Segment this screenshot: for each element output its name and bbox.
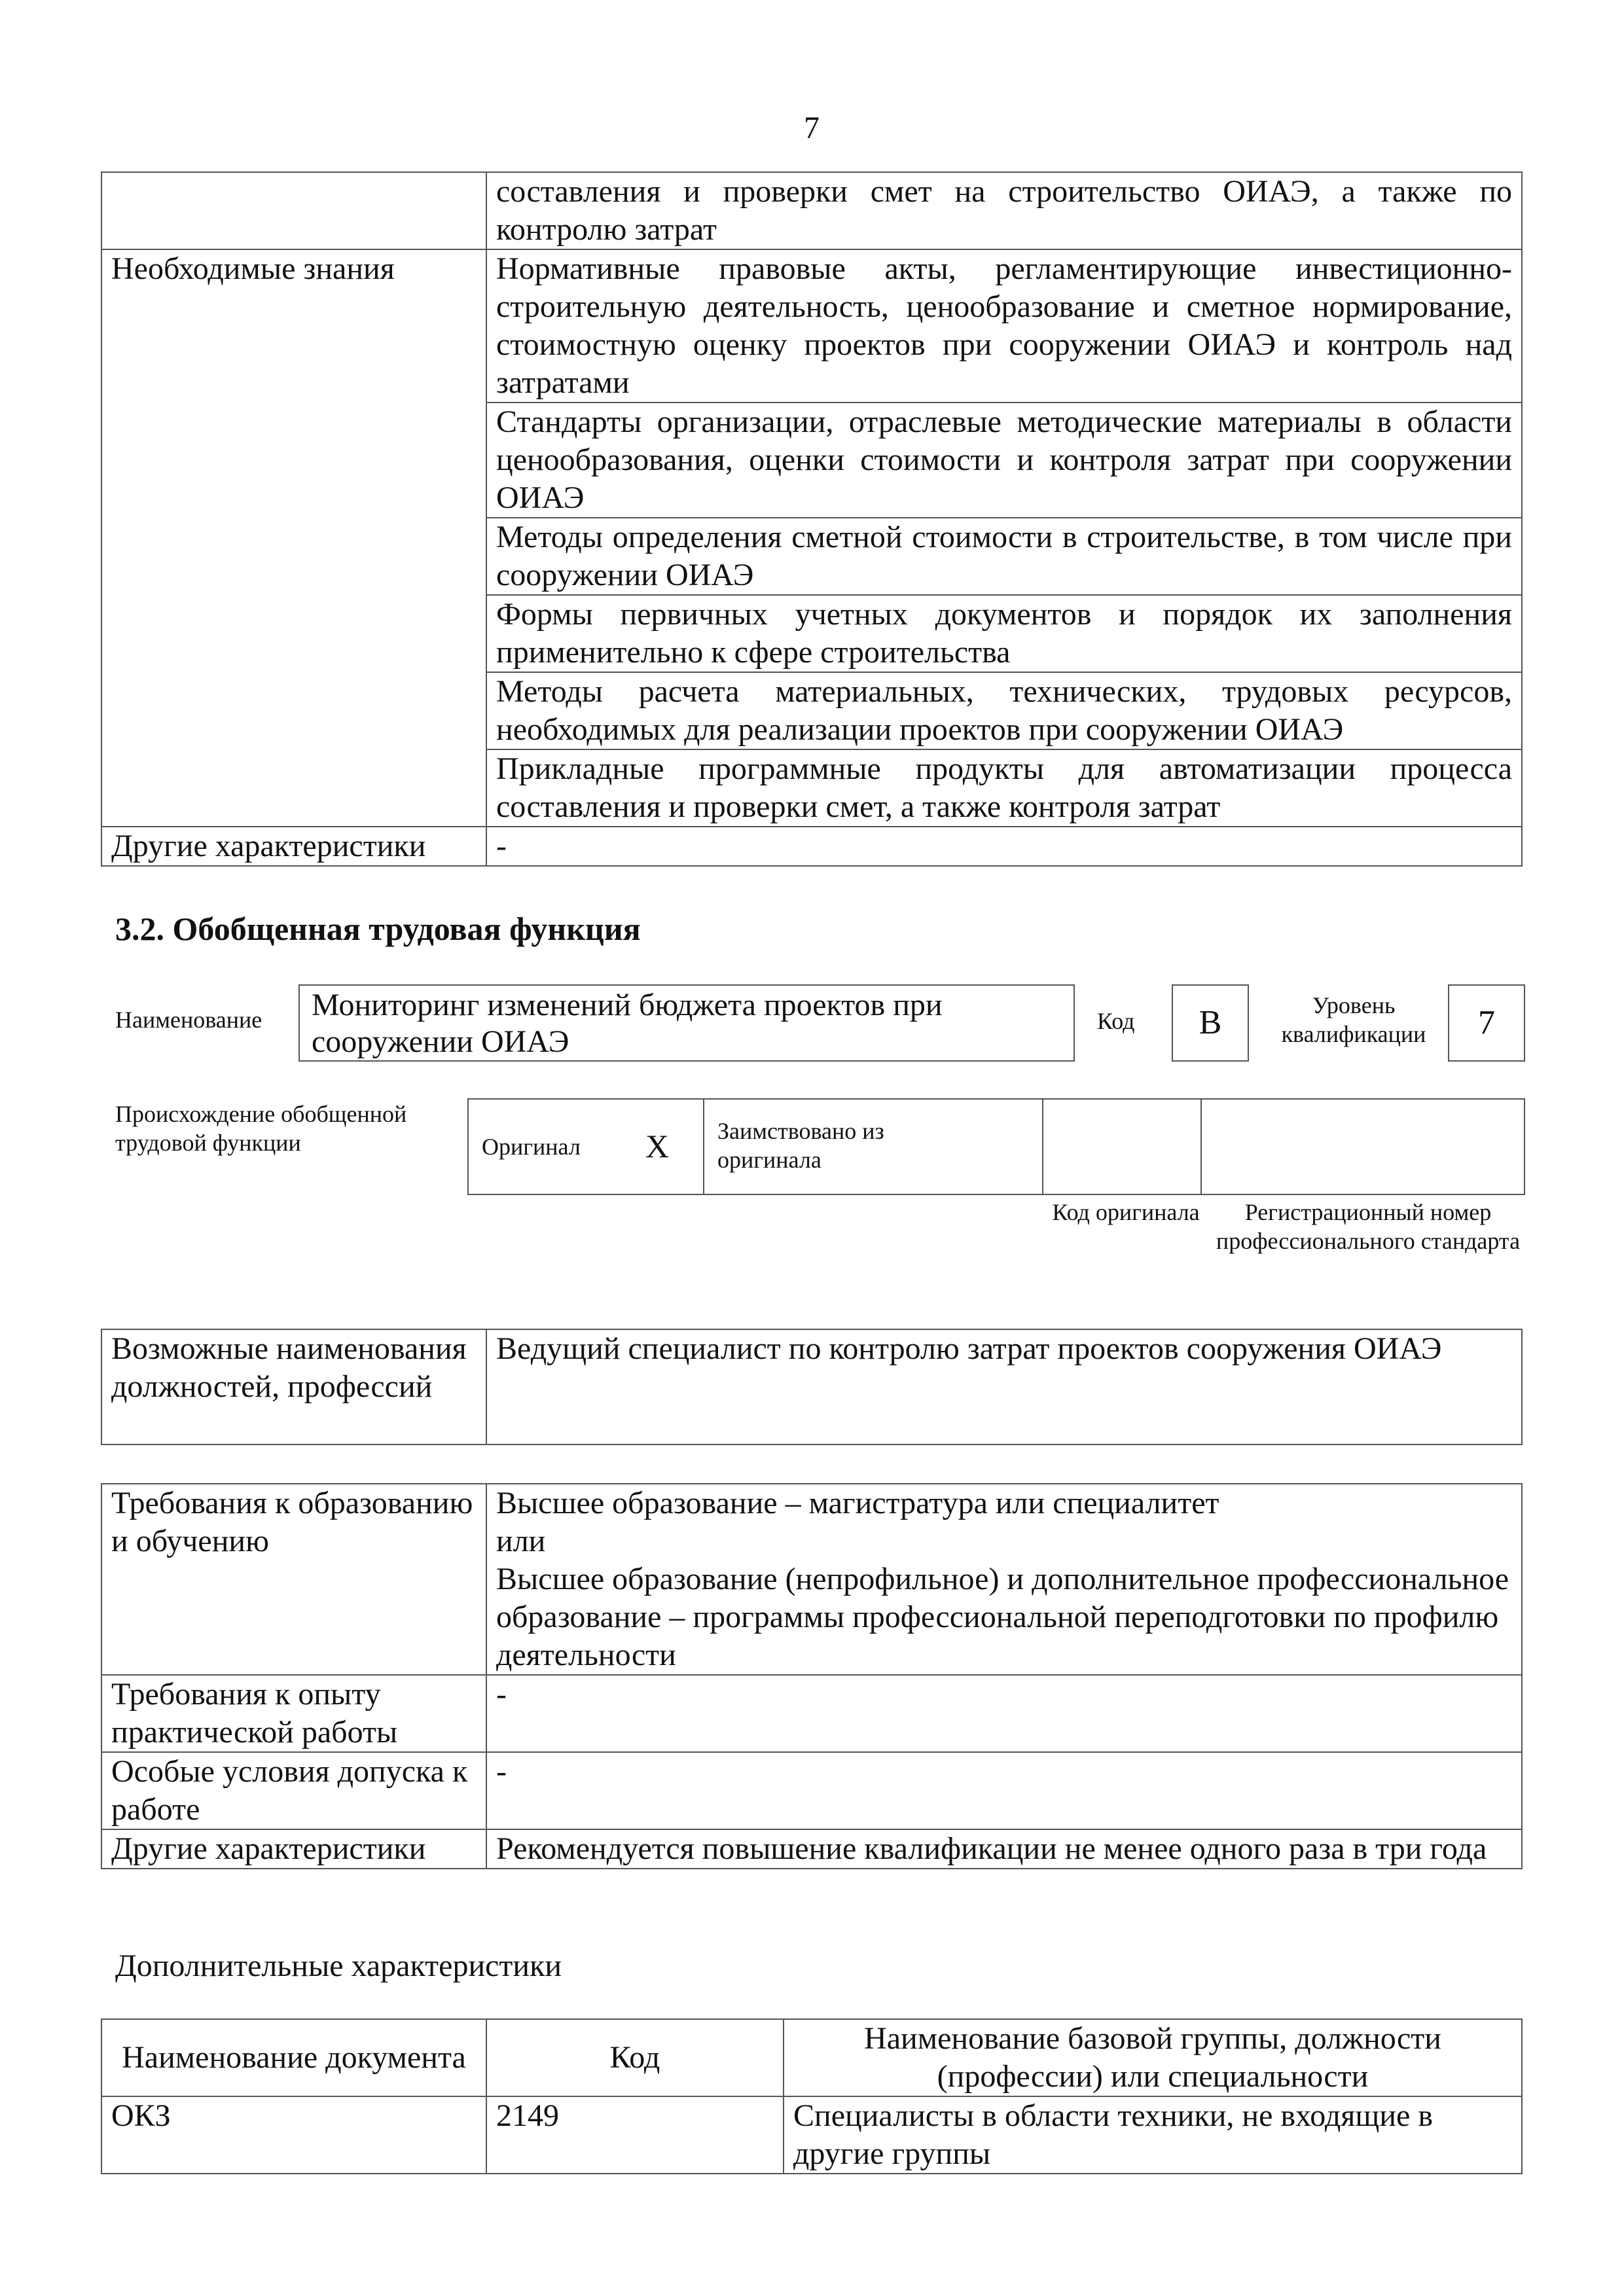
row-value: Нормативные правовые акты, регламентирующие инвестиционно-строительную деятельность, ценообразование и сметное нормирование, стоимостную оценку проектов при сооружении ОИАЭ и контроль над затратами	[486, 249, 1522, 403]
row-value: -	[486, 1675, 1522, 1752]
row-value: Стандарты организации, отраслевые методические материалы в области ценообразования, оценки стоимости и контроля затрат при сооружении ОИАЭ	[486, 403, 1522, 518]
level-value: 7	[1478, 1004, 1495, 1041]
table-row	[101, 1675, 1522, 1752]
row-label: Требования к образованию и обучению	[101, 1484, 486, 1675]
positions-label: Возможные наименования должностей, профессий	[101, 1329, 486, 1444]
level-value-box	[1448, 984, 1525, 1062]
row-label: Другие характеристики	[101, 827, 486, 866]
code-original-caption: Код оригинала	[1052, 1199, 1200, 1225]
table-header-row	[101, 2019, 1522, 2096]
code-label: Код	[1097, 1008, 1135, 1034]
page-number: 7	[804, 111, 820, 145]
row-value: Методы определения сметной стоимости в строительстве, в том числе при сооружении ОИАЭ	[486, 518, 1522, 595]
requirements-table	[101, 1483, 1523, 1869]
original-label: Оригинал	[482, 1134, 581, 1160]
table-row	[101, 827, 1522, 866]
row-label	[101, 172, 486, 249]
header-cell: Наименование базовой группы, должности (профессии) или специальности	[784, 2019, 1522, 2096]
table-row	[101, 1329, 1522, 1444]
table-row	[101, 1752, 1522, 1829]
req-line: Высшее образование – магистратура или специалитет	[496, 1486, 1219, 1520]
row-value	[486, 1484, 1522, 1675]
row-label: Требования к опыту практической работы	[101, 1675, 486, 1752]
header-cell: Код	[486, 2019, 784, 2096]
table-row	[101, 249, 1522, 403]
name-label: Наименование	[115, 1007, 262, 1033]
table-row	[101, 1484, 1522, 1675]
code-value-box	[1172, 984, 1249, 1062]
reg-number-caption: Регистрационный номер профессионального стандарта	[1216, 1199, 1521, 1254]
table-row	[101, 1829, 1522, 1869]
original-mark: X	[645, 1128, 670, 1164]
origin-table	[467, 1098, 1525, 1195]
borrowed-label: Заимствовано из оригинала	[717, 1118, 884, 1173]
name-value-box	[298, 984, 1075, 1062]
row-value: -	[486, 1752, 1522, 1829]
code-value: B	[1199, 1004, 1222, 1041]
row-value: Формы первичных учетных документов и порядок их заполнения применительно к сфере строительства	[486, 595, 1522, 672]
section-heading: 3.2. Обобщенная трудовая функция	[115, 910, 641, 947]
row-value: Рекомендуется повышение квалификации не менее одного раза в три года	[486, 1829, 1522, 1869]
table-row	[101, 172, 1522, 249]
req-line: Высшее образование (непрофильное) и дополнительное профессиональное образование – программы профессиональной переподготовки по профилю деятельности	[496, 1562, 1509, 1672]
positions-value: Ведущий специалист по контролю затрат проектов сооружения ОИАЭ	[486, 1329, 1522, 1444]
origin-label: Происхождение обобщенной трудовой функции	[115, 1101, 407, 1156]
header-cell: Наименование документа	[101, 2019, 486, 2096]
table-cell: ОКЗ	[101, 2096, 486, 2174]
table-cell: Специалисты в области техники, не входящие в другие группы	[784, 2096, 1522, 2174]
positions-table	[101, 1329, 1523, 1445]
row-value: составления и проверки смет на строительство ОИАЭ, а также по контролю затрат	[486, 172, 1522, 249]
row-value: Прикладные программные продукты для автоматизации процесса составления и проверки смет, а также контроля затрат	[486, 749, 1522, 827]
row-value: -	[486, 827, 1522, 866]
additional-table	[101, 2018, 1523, 2174]
name-value: Мониторинг изменений бюджета проектов при сооружении ОИАЭ	[312, 988, 943, 1059]
row-label: Особые условия допуска к работе	[101, 1752, 486, 1829]
row-label: Необходимые знания	[101, 249, 486, 827]
req-line: или	[496, 1524, 546, 1558]
row-label: Другие характеристики	[101, 1829, 486, 1869]
table-cell: 2149	[486, 2096, 784, 2174]
table-row	[101, 2096, 1522, 2174]
row-value: Методы расчета материальных, технических, трудовых ресурсов, необходимых для реализации проектов при сооружении ОИАЭ	[486, 672, 1522, 749]
knowledge-table	[101, 171, 1523, 867]
level-label: Уровень квалификации	[1281, 992, 1426, 1047]
additional-title: Дополнительные характеристики	[115, 1948, 562, 1983]
